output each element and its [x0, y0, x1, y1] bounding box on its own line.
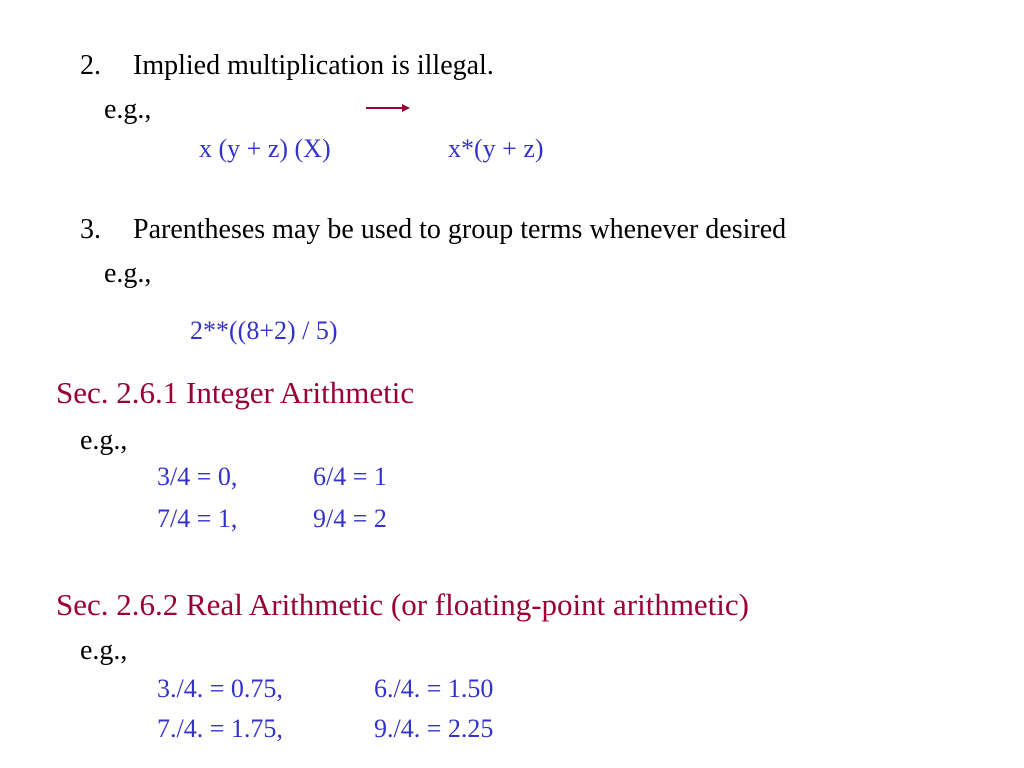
section-real-eg-label: e.g., — [80, 635, 128, 666]
integer-example-1a: 3/4 = 0, — [157, 462, 238, 491]
rule-2-number: 2. — [80, 50, 101, 81]
rule-2-eg-label: e.g., — [104, 94, 152, 125]
rule-2-correct-example: x*(y + z) — [448, 134, 544, 163]
section-integer-eg-label: e.g., — [80, 425, 128, 456]
rule-2-wrong-example: x (y + z) (X) — [199, 134, 331, 163]
rule-3-eg-label: e.g., — [104, 258, 152, 289]
rule-3-example: 2**((8+2) / 5) — [190, 316, 338, 345]
real-example-2a: 7./4. = 1.75, — [157, 714, 283, 743]
section-heading-integer-arithmetic: Sec. 2.6.1 Integer Arithmetic — [56, 375, 415, 410]
real-example-1b: 6./4. = 1.50 — [374, 674, 494, 703]
integer-example-2b: 9/4 = 2 — [313, 504, 387, 533]
integer-example-2a: 7/4 = 1, — [157, 504, 238, 533]
rule-2-text: Implied multiplication is illegal. — [133, 50, 494, 81]
section-heading-real-arithmetic: Sec. 2.6.2 Real Arithmetic (or floating-point arithmetic) — [56, 587, 750, 622]
rule-3-text: Parentheses may be used to group terms whenever desired — [133, 214, 787, 245]
rule-3-number: 3. — [80, 214, 101, 245]
right-arrow-icon — [366, 103, 410, 113]
real-example-2b: 9./4. = 2.25 — [374, 714, 494, 743]
integer-example-1b: 6/4 = 1 — [313, 462, 387, 491]
real-example-1a: 3./4. = 0.75, — [157, 674, 283, 703]
